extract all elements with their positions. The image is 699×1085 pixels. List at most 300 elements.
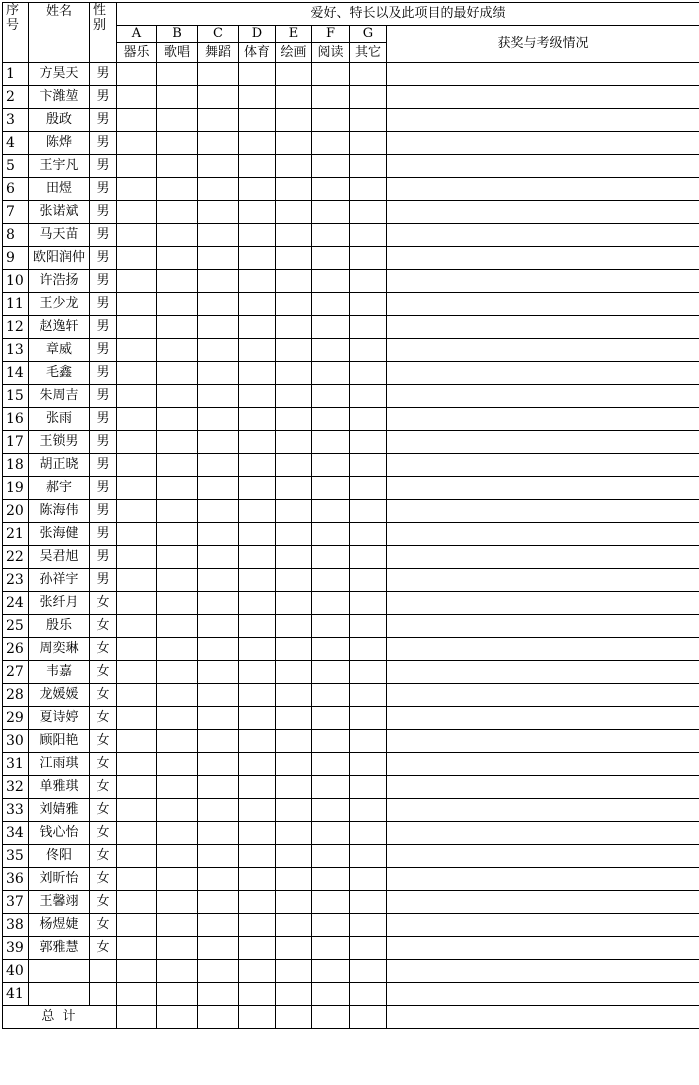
row-name [29, 960, 90, 983]
table-row [3, 224, 699, 247]
row-sex: 男 [90, 132, 117, 155]
row-name: 田煜 [29, 178, 90, 201]
row-seq: 10 [3, 270, 29, 293]
row-cell-f [312, 477, 350, 500]
table-row [3, 960, 699, 983]
row-seq: 31 [3, 753, 29, 776]
row-name: 郭雅慧 [29, 937, 90, 960]
row-cell-e [276, 983, 312, 1006]
row-name: 王宇凡 [29, 155, 90, 178]
row-name: 刘婧雅 [29, 799, 90, 822]
row-cell-b [157, 684, 198, 707]
row-cell-c [198, 569, 239, 592]
row-cell-d [239, 615, 276, 638]
row-cell-c [198, 339, 239, 362]
row-name: 佟阳 [29, 845, 90, 868]
category-label-b: 歌唱 [157, 43, 198, 63]
row-cell-g [350, 293, 387, 316]
row-cell-d [239, 914, 276, 937]
row-cell-g [350, 224, 387, 247]
row-cell-a [117, 753, 157, 776]
row-cell-e [276, 408, 312, 431]
row-cell-e [276, 63, 312, 86]
row-cell-f [312, 638, 350, 661]
row-cell-c [198, 730, 239, 753]
row-awards [387, 385, 699, 408]
row-cell-g [350, 914, 387, 937]
row-cell-c [198, 500, 239, 523]
table-row [3, 270, 699, 293]
row-cell-b [157, 63, 198, 86]
row-cell-b [157, 362, 198, 385]
row-cell-f [312, 661, 350, 684]
row-cell-e [276, 592, 312, 615]
category-letter-b: B [157, 26, 198, 43]
row-awards [387, 408, 699, 431]
row-cell-f [312, 155, 350, 178]
row-cell-f [312, 937, 350, 960]
row-sex: 女 [90, 845, 117, 868]
row-awards [387, 684, 699, 707]
row-cell-d [239, 638, 276, 661]
row-awards [387, 776, 699, 799]
row-cell-c [198, 661, 239, 684]
row-cell-b [157, 891, 198, 914]
table-row [3, 891, 699, 914]
row-cell-g [350, 937, 387, 960]
row-awards [387, 661, 699, 684]
row-cell-e [276, 523, 312, 546]
header-name: 姓名 [29, 3, 90, 63]
row-cell-a [117, 178, 157, 201]
row-cell-g [350, 753, 387, 776]
table-row [3, 707, 699, 730]
row-cell-e [276, 937, 312, 960]
row-cell-e [276, 477, 312, 500]
row-cell-c [198, 247, 239, 270]
row-awards [387, 638, 699, 661]
row-cell-f [312, 339, 350, 362]
row-cell-c [198, 684, 239, 707]
row-cell-b [157, 109, 198, 132]
row-name: 欧阳润仲 [29, 247, 90, 270]
table-row [3, 362, 699, 385]
row-cell-a [117, 684, 157, 707]
row-name: 殷政 [29, 109, 90, 132]
row-cell-d [239, 592, 276, 615]
row-seq: 40 [3, 960, 29, 983]
row-seq: 22 [3, 546, 29, 569]
row-cell-f [312, 454, 350, 477]
row-cell-g [350, 960, 387, 983]
row-awards [387, 707, 699, 730]
row-cell-f [312, 546, 350, 569]
row-awards [387, 569, 699, 592]
row-cell-e [276, 546, 312, 569]
row-cell-e [276, 178, 312, 201]
row-cell-b [157, 914, 198, 937]
row-cell-c [198, 431, 239, 454]
row-sex: 男 [90, 247, 117, 270]
row-cell-f [312, 293, 350, 316]
row-cell-f [312, 845, 350, 868]
row-awards [387, 753, 699, 776]
row-cell-e [276, 569, 312, 592]
row-name: 马天苗 [29, 224, 90, 247]
row-seq: 33 [3, 799, 29, 822]
row-name: 朱周吉 [29, 385, 90, 408]
row-cell-a [117, 86, 157, 109]
row-cell-g [350, 109, 387, 132]
table-row [3, 569, 699, 592]
table-row [3, 339, 699, 362]
total-row [3, 1006, 699, 1029]
row-cell-f [312, 385, 350, 408]
row-cell-e [276, 362, 312, 385]
row-cell-d [239, 86, 276, 109]
row-seq: 20 [3, 500, 29, 523]
table-row [3, 385, 699, 408]
table-row [3, 86, 699, 109]
row-cell-e [276, 914, 312, 937]
table-row [3, 937, 699, 960]
row-seq: 21 [3, 523, 29, 546]
row-awards [387, 730, 699, 753]
row-seq: 25 [3, 615, 29, 638]
row-cell-b [157, 523, 198, 546]
row-cell-c [198, 776, 239, 799]
row-awards [387, 822, 699, 845]
row-name: 周奕琳 [29, 638, 90, 661]
row-cell-c [198, 615, 239, 638]
row-cell-e [276, 776, 312, 799]
row-cell-b [157, 385, 198, 408]
table-row [3, 822, 699, 845]
row-cell-a [117, 270, 157, 293]
row-cell-d [239, 408, 276, 431]
row-awards [387, 845, 699, 868]
row-seq: 13 [3, 339, 29, 362]
row-cell-a [117, 707, 157, 730]
row-cell-b [157, 937, 198, 960]
row-cell-g [350, 799, 387, 822]
row-name: 郝宇 [29, 477, 90, 500]
row-name: 单雅琪 [29, 776, 90, 799]
row-cell-a [117, 845, 157, 868]
row-sex: 女 [90, 684, 117, 707]
row-sex: 男 [90, 546, 117, 569]
row-awards [387, 799, 699, 822]
row-cell-d [239, 362, 276, 385]
row-cell-g [350, 546, 387, 569]
row-cell-a [117, 776, 157, 799]
row-cell-g [350, 362, 387, 385]
row-sex: 男 [90, 63, 117, 86]
row-name: 张雨 [29, 408, 90, 431]
total-cell-awards [387, 1006, 699, 1029]
row-cell-e [276, 132, 312, 155]
row-name: 陈烨 [29, 132, 90, 155]
row-cell-d [239, 155, 276, 178]
row-awards [387, 63, 699, 86]
row-cell-e [276, 155, 312, 178]
table-row [3, 914, 699, 937]
row-cell-c [198, 937, 239, 960]
row-cell-a [117, 408, 157, 431]
row-cell-d [239, 224, 276, 247]
table-row [3, 868, 699, 891]
row-cell-d [239, 937, 276, 960]
row-seq: 15 [3, 385, 29, 408]
row-cell-c [198, 822, 239, 845]
row-seq: 27 [3, 661, 29, 684]
row-awards [387, 201, 699, 224]
table-row [3, 500, 699, 523]
row-cell-g [350, 385, 387, 408]
table-row [3, 201, 699, 224]
row-cell-d [239, 316, 276, 339]
row-cell-b [157, 408, 198, 431]
row-cell-d [239, 454, 276, 477]
row-cell-d [239, 707, 276, 730]
row-seq: 38 [3, 914, 29, 937]
row-cell-e [276, 247, 312, 270]
row-cell-d [239, 63, 276, 86]
row-cell-g [350, 178, 387, 201]
row-cell-g [350, 270, 387, 293]
hobby-table [2, 2, 699, 1029]
row-cell-c [198, 293, 239, 316]
row-cell-d [239, 477, 276, 500]
row-cell-f [312, 86, 350, 109]
row-cell-g [350, 477, 387, 500]
row-name: 江雨琪 [29, 753, 90, 776]
row-awards [387, 868, 699, 891]
row-sex: 女 [90, 730, 117, 753]
row-sex: 男 [90, 109, 117, 132]
row-cell-a [117, 155, 157, 178]
row-cell-e [276, 431, 312, 454]
total-cell-b [157, 1006, 198, 1029]
row-cell-g [350, 776, 387, 799]
row-sex: 女 [90, 914, 117, 937]
row-cell-g [350, 454, 387, 477]
row-cell-a [117, 293, 157, 316]
row-cell-c [198, 86, 239, 109]
row-cell-c [198, 178, 239, 201]
table-row [3, 63, 699, 86]
row-cell-f [312, 960, 350, 983]
row-cell-b [157, 178, 198, 201]
row-seq: 7 [3, 201, 29, 224]
category-letter-c: C [198, 26, 239, 43]
row-cell-g [350, 523, 387, 546]
row-sex: 男 [90, 201, 117, 224]
row-cell-d [239, 339, 276, 362]
row-cell-b [157, 753, 198, 776]
row-cell-f [312, 868, 350, 891]
row-cell-c [198, 270, 239, 293]
row-cell-c [198, 638, 239, 661]
row-cell-g [350, 822, 387, 845]
table-row [3, 132, 699, 155]
row-cell-e [276, 960, 312, 983]
row-cell-c [198, 155, 239, 178]
row-awards [387, 132, 699, 155]
category-label-d: 体育 [239, 43, 276, 63]
row-name: 张纤月 [29, 592, 90, 615]
row-cell-b [157, 546, 198, 569]
row-cell-d [239, 891, 276, 914]
row-cell-d [239, 753, 276, 776]
row-cell-b [157, 638, 198, 661]
row-awards [387, 431, 699, 454]
row-name: 杨煜婕 [29, 914, 90, 937]
row-awards [387, 293, 699, 316]
row-cell-a [117, 546, 157, 569]
row-cell-e [276, 201, 312, 224]
row-cell-d [239, 546, 276, 569]
row-cell-b [157, 477, 198, 500]
header-seq: 序号 [3, 3, 29, 63]
row-name: 王锁男 [29, 431, 90, 454]
category-label-f: 阅读 [312, 43, 350, 63]
row-awards [387, 224, 699, 247]
row-cell-f [312, 776, 350, 799]
row-awards [387, 178, 699, 201]
row-awards [387, 960, 699, 983]
total-label: 总 计 [3, 1006, 117, 1029]
row-cell-b [157, 339, 198, 362]
row-name: 王馨翊 [29, 891, 90, 914]
row-cell-d [239, 385, 276, 408]
row-cell-f [312, 63, 350, 86]
row-cell-d [239, 523, 276, 546]
row-cell-a [117, 868, 157, 891]
category-label-e: 绘画 [276, 43, 312, 63]
row-cell-g [350, 247, 387, 270]
row-sex: 女 [90, 937, 117, 960]
row-sex: 男 [90, 339, 117, 362]
row-cell-f [312, 914, 350, 937]
row-cell-a [117, 477, 157, 500]
row-sex: 女 [90, 661, 117, 684]
row-cell-f [312, 178, 350, 201]
row-cell-a [117, 983, 157, 1006]
row-cell-f [312, 201, 350, 224]
row-cell-c [198, 753, 239, 776]
row-cell-f [312, 592, 350, 615]
row-cell-c [198, 960, 239, 983]
table-row [3, 753, 699, 776]
row-cell-a [117, 500, 157, 523]
row-cell-e [276, 868, 312, 891]
table-row [3, 776, 699, 799]
row-cell-e [276, 385, 312, 408]
row-seq: 19 [3, 477, 29, 500]
table-row [3, 155, 699, 178]
row-awards [387, 477, 699, 500]
row-awards [387, 270, 699, 293]
row-cell-a [117, 224, 157, 247]
table-row [3, 661, 699, 684]
row-cell-b [157, 960, 198, 983]
row-cell-a [117, 799, 157, 822]
row-awards [387, 937, 699, 960]
row-cell-e [276, 224, 312, 247]
row-cell-b [157, 132, 198, 155]
row-cell-c [198, 845, 239, 868]
row-cell-b [157, 500, 198, 523]
row-cell-d [239, 822, 276, 845]
row-cell-d [239, 960, 276, 983]
row-cell-a [117, 914, 157, 937]
row-cell-c [198, 224, 239, 247]
row-name: 殷乐 [29, 615, 90, 638]
row-sex: 男 [90, 224, 117, 247]
row-name: 钱心怡 [29, 822, 90, 845]
row-cell-f [312, 408, 350, 431]
total-cell-f [312, 1006, 350, 1029]
row-cell-c [198, 592, 239, 615]
row-cell-e [276, 891, 312, 914]
row-awards [387, 454, 699, 477]
row-cell-d [239, 868, 276, 891]
row-cell-f [312, 730, 350, 753]
category-letter-g: G [350, 26, 387, 43]
row-cell-d [239, 500, 276, 523]
row-name: 王少龙 [29, 293, 90, 316]
row-name: 章威 [29, 339, 90, 362]
row-cell-d [239, 431, 276, 454]
table-row [3, 638, 699, 661]
row-cell-c [198, 983, 239, 1006]
row-cell-a [117, 891, 157, 914]
row-sex: 男 [90, 362, 117, 385]
row-cell-g [350, 661, 387, 684]
row-cell-f [312, 224, 350, 247]
row-awards [387, 914, 699, 937]
category-letter-a: A [117, 26, 157, 43]
category-letter-f: F [312, 26, 350, 43]
row-cell-b [157, 247, 198, 270]
row-cell-g [350, 569, 387, 592]
row-cell-e [276, 86, 312, 109]
table-row [3, 730, 699, 753]
row-cell-a [117, 63, 157, 86]
row-cell-d [239, 247, 276, 270]
row-name: 张诺斌 [29, 201, 90, 224]
row-cell-c [198, 523, 239, 546]
row-cell-f [312, 684, 350, 707]
row-cell-c [198, 109, 239, 132]
row-cell-f [312, 891, 350, 914]
row-cell-g [350, 615, 387, 638]
row-cell-b [157, 454, 198, 477]
category-letter-e: E [276, 26, 312, 43]
row-cell-f [312, 431, 350, 454]
row-sex: 男 [90, 385, 117, 408]
row-awards [387, 523, 699, 546]
row-seq: 16 [3, 408, 29, 431]
row-cell-a [117, 592, 157, 615]
row-sex: 男 [90, 86, 117, 109]
row-cell-g [350, 132, 387, 155]
row-cell-f [312, 707, 350, 730]
row-seq: 30 [3, 730, 29, 753]
row-awards [387, 247, 699, 270]
row-cell-d [239, 270, 276, 293]
